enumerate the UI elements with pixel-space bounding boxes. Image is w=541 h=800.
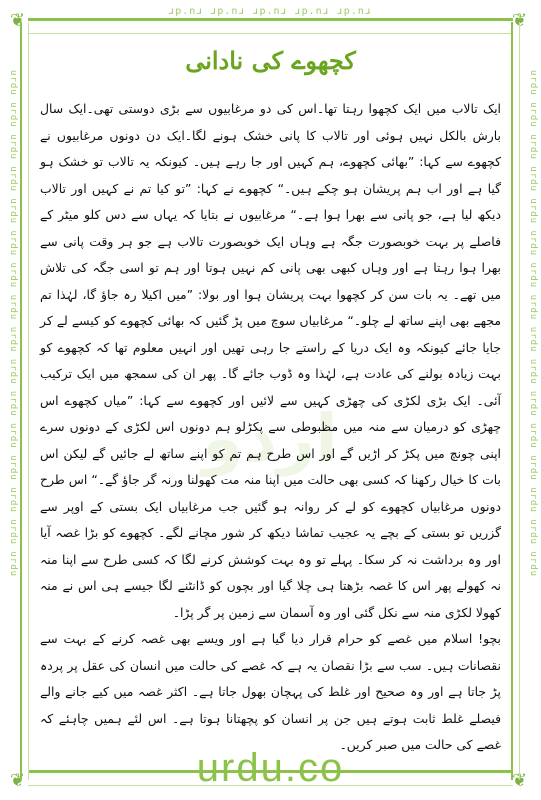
story-paragraph: ایک تالاب میں ایک کچھوا رہتا تھا۔اس کی دو مرغابیوں سے بڑی دوستی تھی۔ایک سال بارش بالکل نہیں ہوئی اور تالاب کا پانی خشک ہونے لگا۔ایک دن دونوں مرغابیوں نے کچھوے سے کہا: ”بھائی کچھوے، ہم کہیں اور جا رہے ہیں۔ کیونکہ یہ تالاب تو خشک ہو گیا ہے اور اب ہم پریشان ہو چکے ہیں۔“ کچھوے نے کہا: ”تو کیا تم نے کہیں اور تالاب دیکھ لیا ہے، جو پانی سے بھرا ہوا ہے۔“ مرغابیوں نے بتایا کہ یہاں سے دس کلو میٹر کے فاصلے پر بہت خوبصورت جگہ ہے وہاں ایک خوبصورت تالاب ہے جو ہر وقت پانی سے بھرا ہوا رہتا ہے اور وہاں کبھی بھی پانی کم نہیں ہوتا اور ہم تو اسی جگہ کی تلاش میں تھے۔ یہ بات سن کر کچھوا بہت پریشان ہوا اور بولا: ”میں اکیلا رہ جاؤ گا، لہٰذا تم مجھے بھی اپنے ساتھ لے چلو۔“ مرغابیاں سوچ میں پڑ گئیں کہ بھائی کچھوے کو کیسے لے کر جایا جائے کیونکہ وہ ایک دریا کے راستے جا رہی تھیں اور انہیں معلوم تھا کہ کچھوے کو بہت زیادہ بولنے کی عادت ہے، لہٰذا وہ ڈوب جائے گا۔ پھر ان کی سمجھ میں ایک ترکیب آئی۔ ایک بڑی لکڑی کی چھڑی کہیں سے لائیں اور کچھوے سے کہا: ”میاں کچھوے اس چھڑی کو درمیان سے منہ میں مظبوطی سے پکڑلو ہم دونوں اس لکڑی کے دونوں سرے اپنی چونچ میں پکڑ کر اڑیں گے اور اس طرح ہم تم کو اپنے ساتھ لے جائیں گے لیکن اس بات کا خیال رکھنا کہ کسی بھی حالت میں اپنا منہ مت کھولنا ورنہ گر جاؤ گے۔“ اس طرح دونوں مرغابیاں کچھوے کو لے کر روانہ ہو گئیں جب مرغابیاں ایک بستی کے اوپر سے گزریں تو بستی کے بچے یہ عجیب تماشا دیکھ کر شور مچانے لگے۔ کچھوے کو بڑا غصہ آیا اور وہ برداشت نہ کر سکا۔ پہلے تو وہ بہت کوشش کرنے لگا کہ کسی طرح سے اپنا منہ نہ کھولے پھر اس کا غصہ بڑھتا ہی چلا گیا اور بچوں کو ڈانٹنے لگا جیسے ہی اس نے منہ کھولا لکڑی منہ سے نکل گئی اور وہ آسمان سے زمین پر گر پڑا۔ [40, 101, 501, 620]
watermark-logo: اردو [202, 400, 338, 477]
corner-ornament-icon: ❦ [10, 10, 26, 31]
corner-ornament-icon: ❦ [512, 10, 528, 31]
story-title: کچھوے کی نادانی [185, 46, 356, 75]
left-border-pattern: urdu urdu urdu urdu urdu urdu urdu urdu urdu urdu urdu urdu urdu urdu urdu urdu [8, 70, 18, 578]
story-body [40, 96, 501, 759]
frame-top-border [28, 18, 513, 34]
moral-paragraph: بچو! اسلام میں غصے کو حرام قرار دیا گیا ہے اور ویسے بھی غصہ کرنے کے بہت سے نقصانات ہیں۔ سب سے بڑا نقصان یہ ہے کہ غصے کی حالت میں انسان کی عقل پر پردہ پڑ جاتا ہے اور وہ صحیح اور غلط کی پہچان بھول جاتا ہے۔ اکثر غصہ میں کیے جانے والے فیصلے غلط ثابت ہوتے ہیں جن پر انسان کو پچھتانا ہوتا ہے۔ اس لئے ہمیں چاہئے کہ غصے کی حالت میں صبر کریں۔ [40, 631, 501, 752]
frame-left-border [20, 22, 29, 780]
corner-ornament-icon: ❦ [512, 770, 528, 791]
right-border-pattern: urdu urdu urdu urdu urdu urdu urdu urdu urdu urdu urdu urdu urdu urdu urdu urdu [528, 70, 538, 578]
top-border-pattern: ɹp.nɹ ɹp.nɹ ɹp.nɹ ɹp.nɹ ɹp.nɹ [168, 6, 372, 17]
corner-ornament-icon: ❦ [10, 770, 26, 791]
footer-logo[interactable]: urdu.co [196, 746, 345, 790]
frame-right-border [511, 22, 520, 780]
